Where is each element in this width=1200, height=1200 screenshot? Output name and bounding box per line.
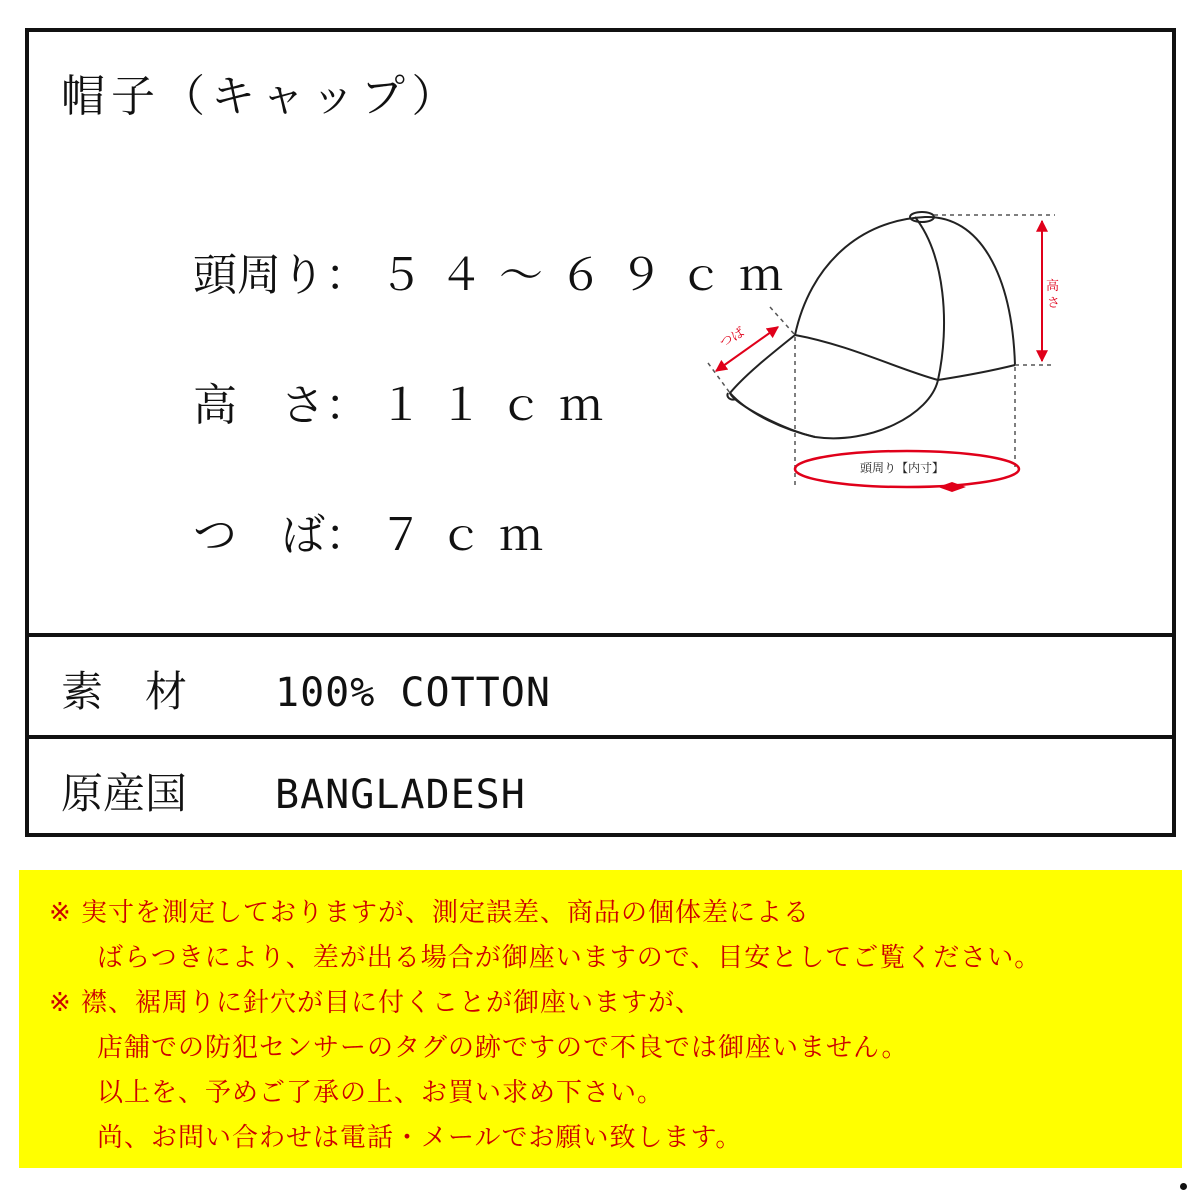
notice-panel xyxy=(19,870,1182,1168)
spec-value: ５４～６９ｃｍ xyxy=(378,250,799,301)
notice-line: 店舗での防犯センサーのタグの跡ですので不良では御座いません。 xyxy=(97,1033,909,1063)
notice-line: ※ 実寸を測定しておりますが、測定誤差、商品の個体差による xyxy=(49,898,811,928)
origin-text xyxy=(61,761,526,821)
spec-label: 頭周り： xyxy=(192,250,369,301)
cap-outline xyxy=(727,212,1015,438)
origin-value: BANGLADESH xyxy=(275,772,526,818)
notice-line: 尚、お問い合わせは電話・メールでお願い致します。 xyxy=(97,1123,743,1153)
brim-label: つば xyxy=(717,325,748,352)
cap-diagram xyxy=(690,195,1070,505)
notice-line: ばらつきにより、差が出る場合が御座いますので、目安としてご覧ください。 xyxy=(97,943,1042,973)
spec-label: つ ば： xyxy=(192,510,369,561)
notice-line: 以上を、予めご了承の上、お買い求め下さい。 xyxy=(97,1078,665,1108)
guide-lines xyxy=(708,215,1055,485)
height-label-top: 高 xyxy=(1046,279,1060,294)
spec-value: １１ｃｍ xyxy=(378,380,619,431)
page-title: 帽子（キャップ） xyxy=(61,71,462,122)
spec-label: 高 さ： xyxy=(192,380,369,431)
origin-row xyxy=(25,735,1176,837)
material-text xyxy=(61,659,551,719)
height-label-bottom: さ xyxy=(1047,296,1061,311)
material-label: 素 材 xyxy=(61,667,188,716)
material-row xyxy=(25,633,1176,739)
spec-value: ７ｃｍ xyxy=(378,510,559,561)
material-value: 100% COTTON xyxy=(275,670,551,716)
corner-dot xyxy=(1180,1183,1187,1190)
spec-row-brim xyxy=(137,448,559,614)
origin-label: 原産国 xyxy=(61,769,188,818)
circumference-label: 頭周り【内寸】 xyxy=(860,461,945,475)
notice-line: ※ 襟、裾周りに針穴が目に付くことが御座いますが、 xyxy=(49,988,703,1018)
